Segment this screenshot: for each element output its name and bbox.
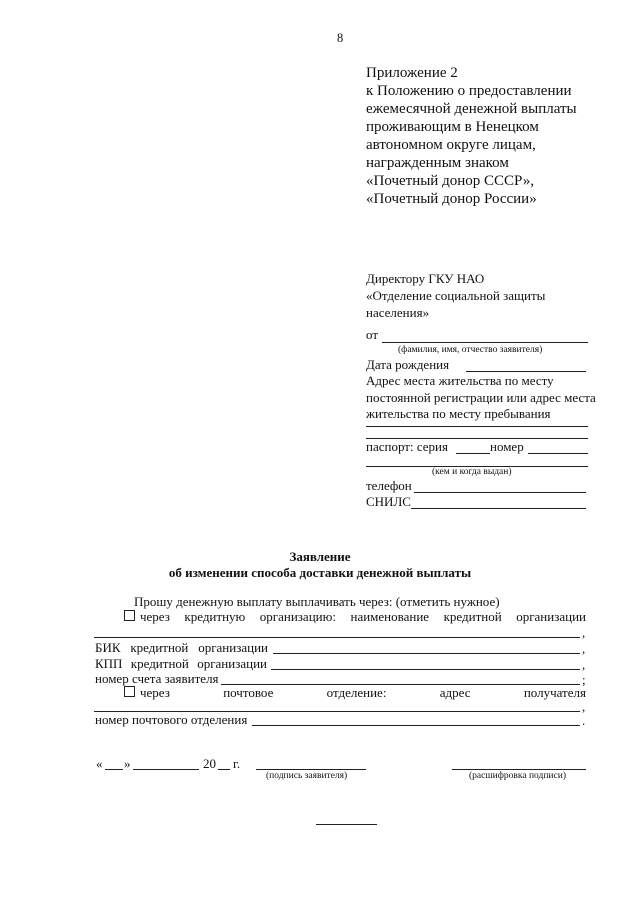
checkbox-icon[interactable] (124, 610, 135, 621)
signature-field[interactable] (256, 769, 366, 770)
passport-series-field[interactable] (456, 453, 490, 454)
address-line: постоянной регистрации или адрес места (366, 389, 596, 405)
addressee-line: населения» (366, 305, 430, 320)
from-label: от (366, 327, 379, 342)
punct-comma: , (582, 625, 586, 640)
appendix-line: «Почетный донор России» (366, 191, 537, 207)
bik-field[interactable] (273, 653, 580, 654)
checkbox-icon[interactable] (124, 686, 135, 697)
punct-comma: , (582, 641, 586, 656)
address-line: жительства по месту пребывания (366, 406, 551, 421)
option-bank-label: через кредитную организацию: наименование кредитной организации (140, 609, 586, 624)
month-field[interactable] (133, 769, 199, 770)
address-field-1[interactable] (366, 426, 588, 427)
appendix-line: автономном округе лицам, (366, 137, 536, 153)
statement-title: Заявление (289, 549, 351, 564)
passport-number-field[interactable] (528, 453, 588, 454)
option-post-label: через почтовое отделение: адрес получателя (140, 685, 586, 700)
appendix-line: ежемесячной денежной выплаты (366, 101, 577, 117)
date-close-quote: » (124, 756, 131, 771)
phone-label: телефон (366, 478, 412, 493)
address-label (366, 373, 596, 423)
appendix-block (366, 64, 577, 208)
signature-decode-field[interactable] (452, 769, 586, 770)
punct-period: . (582, 713, 586, 728)
year-field[interactable] (218, 769, 230, 770)
snils-label: СНИЛС (366, 494, 411, 509)
year-prefix: 20 (203, 756, 216, 771)
addressee-line: «Отделение социальной защиты (366, 288, 546, 303)
bank-name-field[interactable] (94, 637, 580, 638)
kpp-label: КПП кредитной организации (95, 656, 267, 671)
statement-subtitle: об изменении способа доставки денежной выплаты (168, 565, 472, 580)
page-number: 8 (337, 31, 344, 45)
bik-label: БИК кредитной организации (95, 640, 268, 655)
statement-intro: Прошу денежную выплату выплачивать через: (отметить нужное) (134, 594, 500, 609)
account-label: номер счета заявителя (95, 671, 219, 686)
punct-comma: , (582, 699, 586, 714)
fio-caption: (фамилия, имя, отчество заявителя) (398, 345, 543, 355)
bottom-divider (316, 824, 377, 825)
issued-caption: (кем и когда выдан) (432, 467, 512, 477)
appendix-line: Приложение 2 (366, 65, 458, 81)
addressee-line: Директору ГКУ НАО (366, 271, 485, 286)
address-line: Адрес места жительства по месту (366, 373, 554, 388)
appendix-line: к Положению о предоставлении (366, 83, 572, 99)
phone-field[interactable] (414, 492, 586, 493)
appendix-line: награжденным знаком (366, 155, 509, 171)
passport-number-label: номер (490, 439, 524, 454)
birth-label: Дата рождения (366, 357, 450, 372)
appendix-line: проживающим в Ненецком (366, 119, 539, 135)
year-suffix: г. (233, 756, 241, 771)
addressee-block (366, 270, 545, 321)
punct-comma: , (582, 657, 586, 672)
date-open-quote: « (96, 756, 103, 771)
appendix-line: «Почетный донор СССР», (366, 173, 534, 189)
post-number-field[interactable] (252, 725, 580, 726)
kpp-field[interactable] (271, 669, 580, 670)
decode-caption: (расшифровка подписи) (469, 771, 566, 781)
option-post-checkbox[interactable] (124, 685, 139, 701)
passport-series-label: паспорт: серия (366, 439, 448, 454)
day-field[interactable] (105, 769, 123, 770)
birth-field[interactable] (466, 371, 586, 372)
post-number-label: номер почтового отделения (95, 712, 248, 727)
punct-semicolon: ; (582, 672, 586, 687)
option-bank-checkbox[interactable] (124, 609, 139, 625)
snils-field[interactable] (411, 508, 586, 509)
signature-caption: (подпись заявителя) (266, 771, 348, 781)
fio-field[interactable] (382, 342, 588, 343)
